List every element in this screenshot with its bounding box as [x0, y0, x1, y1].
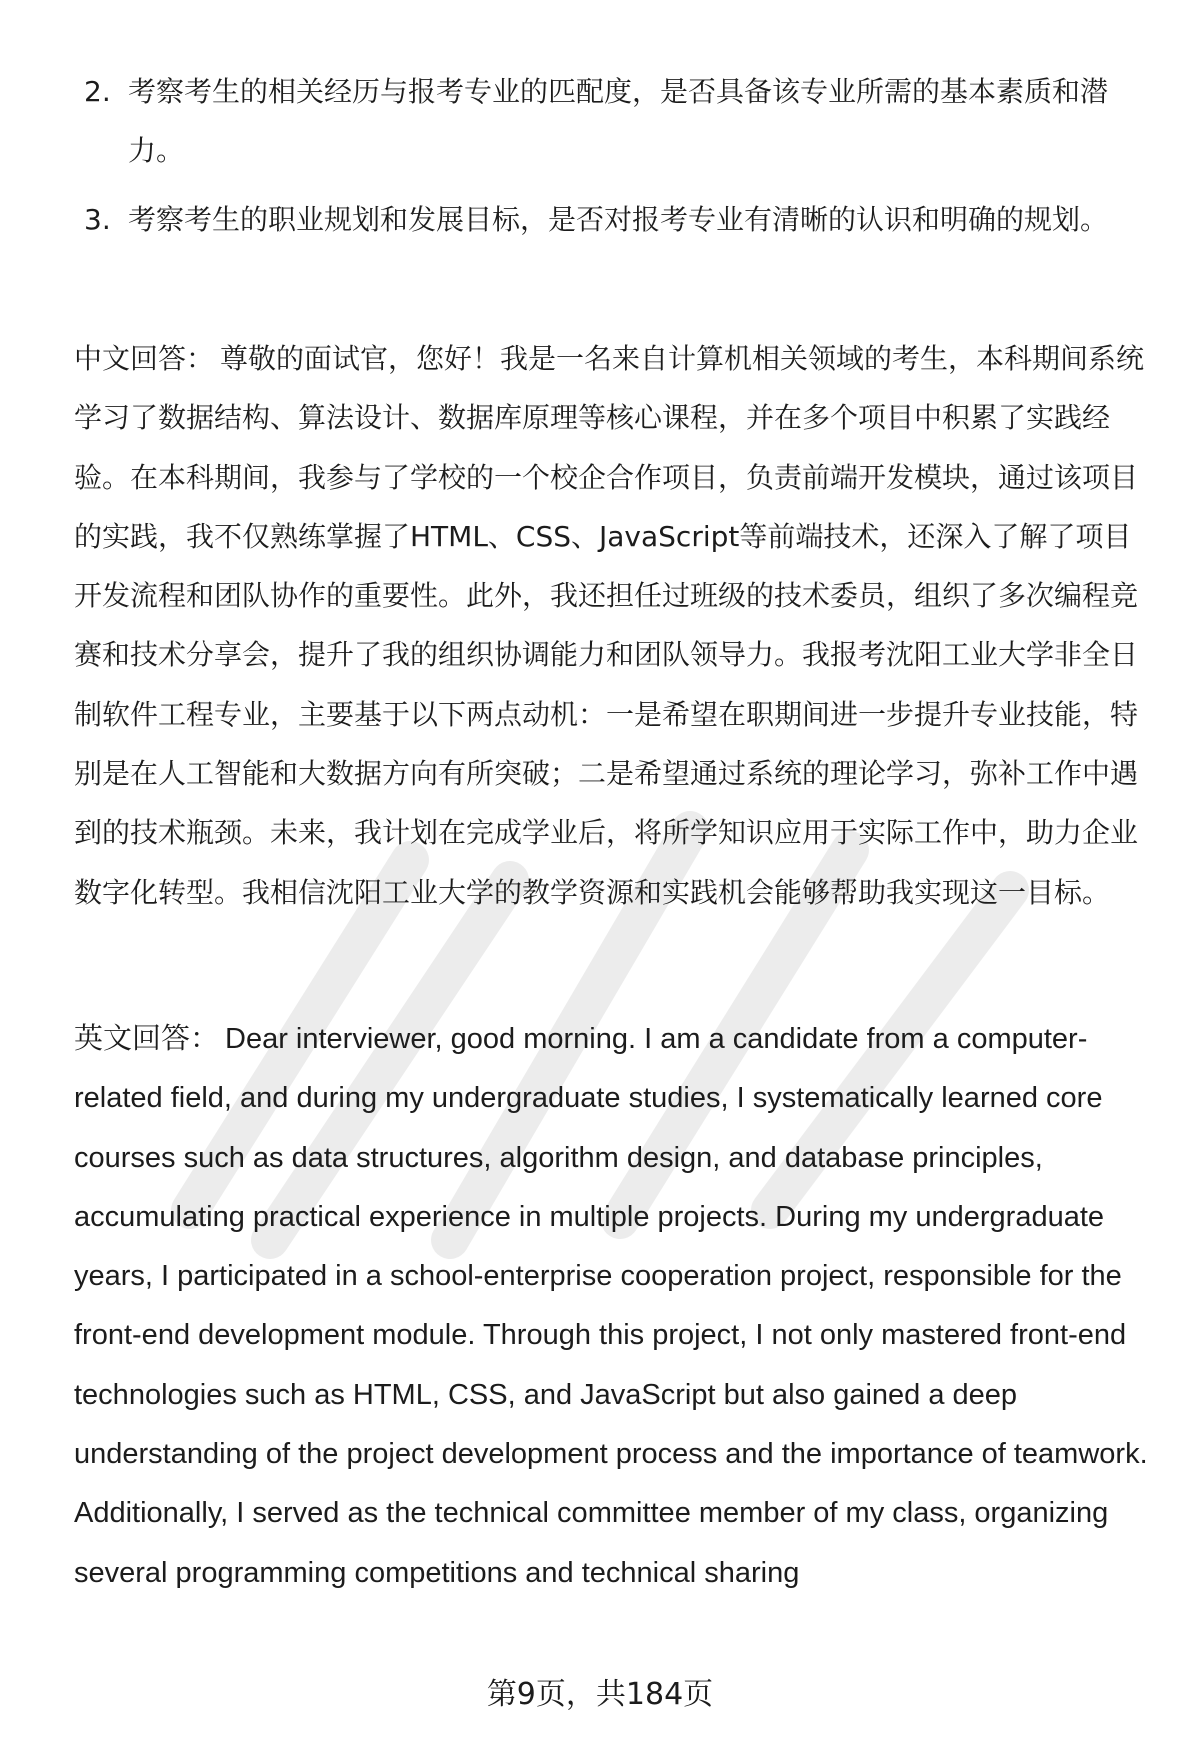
list-item-number: 3. [84, 203, 111, 236]
criteria-list [74, 62, 1154, 259]
list-item-number: 2. [84, 75, 111, 108]
english-answer-label: 英文回答： [74, 1023, 220, 1055]
chinese-answer-text: 尊敬的面试官，您好！我是一名来自计算机相关领域的考生，本科期间系统学习了数据结构、算法设计、数据库原理等核心课程，并在多个项目中积累了实践经验。在本科期间，我参与了学校的一个校企合作项目，负责前端开发模块，通过该项目的实践，我不仅熟练掌握了HTML、CSS、JavaScript等前端技术，还深入了解了项目开发流程和团队协作的重要性。此外，我还担任过班级的技术委员，组织了多次编程竞赛和技术分享会，提升了我的组织协调能力和团队领导力。我报考沈阳工业大学非全日制软件工程专业，主要基于以下两点动机：一是希望在职期间进一步提升专业技能，特别是在人工智能和大数据方向有所突破；二是希望通过系统的理论学习，弥补工作中遇到的技术瓶颈。未来，我计划在完成学业后，将所学知识应用于实际工作中，助力企业数字化转型。我相信沈阳工业大学的教学资源和实践机会能够帮助我实现这一目标。 [74, 342, 1145, 909]
list-item-text: 考察考生的职业规划和发展目标，是否对报考专业有清晰的认识和明确的规划。 [128, 203, 1109, 236]
chinese-answer-label: 中文回答： [74, 342, 215, 375]
list-item-text: 考察考生的相关经历与报考专业的匹配度，是否具备该专业所需的基本素质和潜力。 [128, 75, 1109, 167]
list-item [74, 62, 1154, 180]
chinese-answer-paragraph [74, 329, 1154, 922]
page-number: 第9页，共184页 [486, 1677, 714, 1712]
list-item [74, 190, 1154, 249]
english-answer-text: Dear interviewer, good morning. I am a candidate from a computer-related field, and during my undergraduate studies, I systematically learned core courses such as data structures, algorithm design, and database principles, accumulating practical experience in multiple projects. During my undergraduate years, I participated in a school-enterprise cooperation project, responsible for the front-end development module. Through this project, I not only mastered front-end technologies such as HTML, CSS, and JavaScript but also gained a deep understanding of the project development process and the importance of teamwork. Additionally, I served as the technical committee member of my class, organizing several programming competitions and technical sharing [74, 1023, 1148, 1589]
english-answer-paragraph [74, 1010, 1154, 1603]
page-footer [0, 1675, 1200, 1715]
